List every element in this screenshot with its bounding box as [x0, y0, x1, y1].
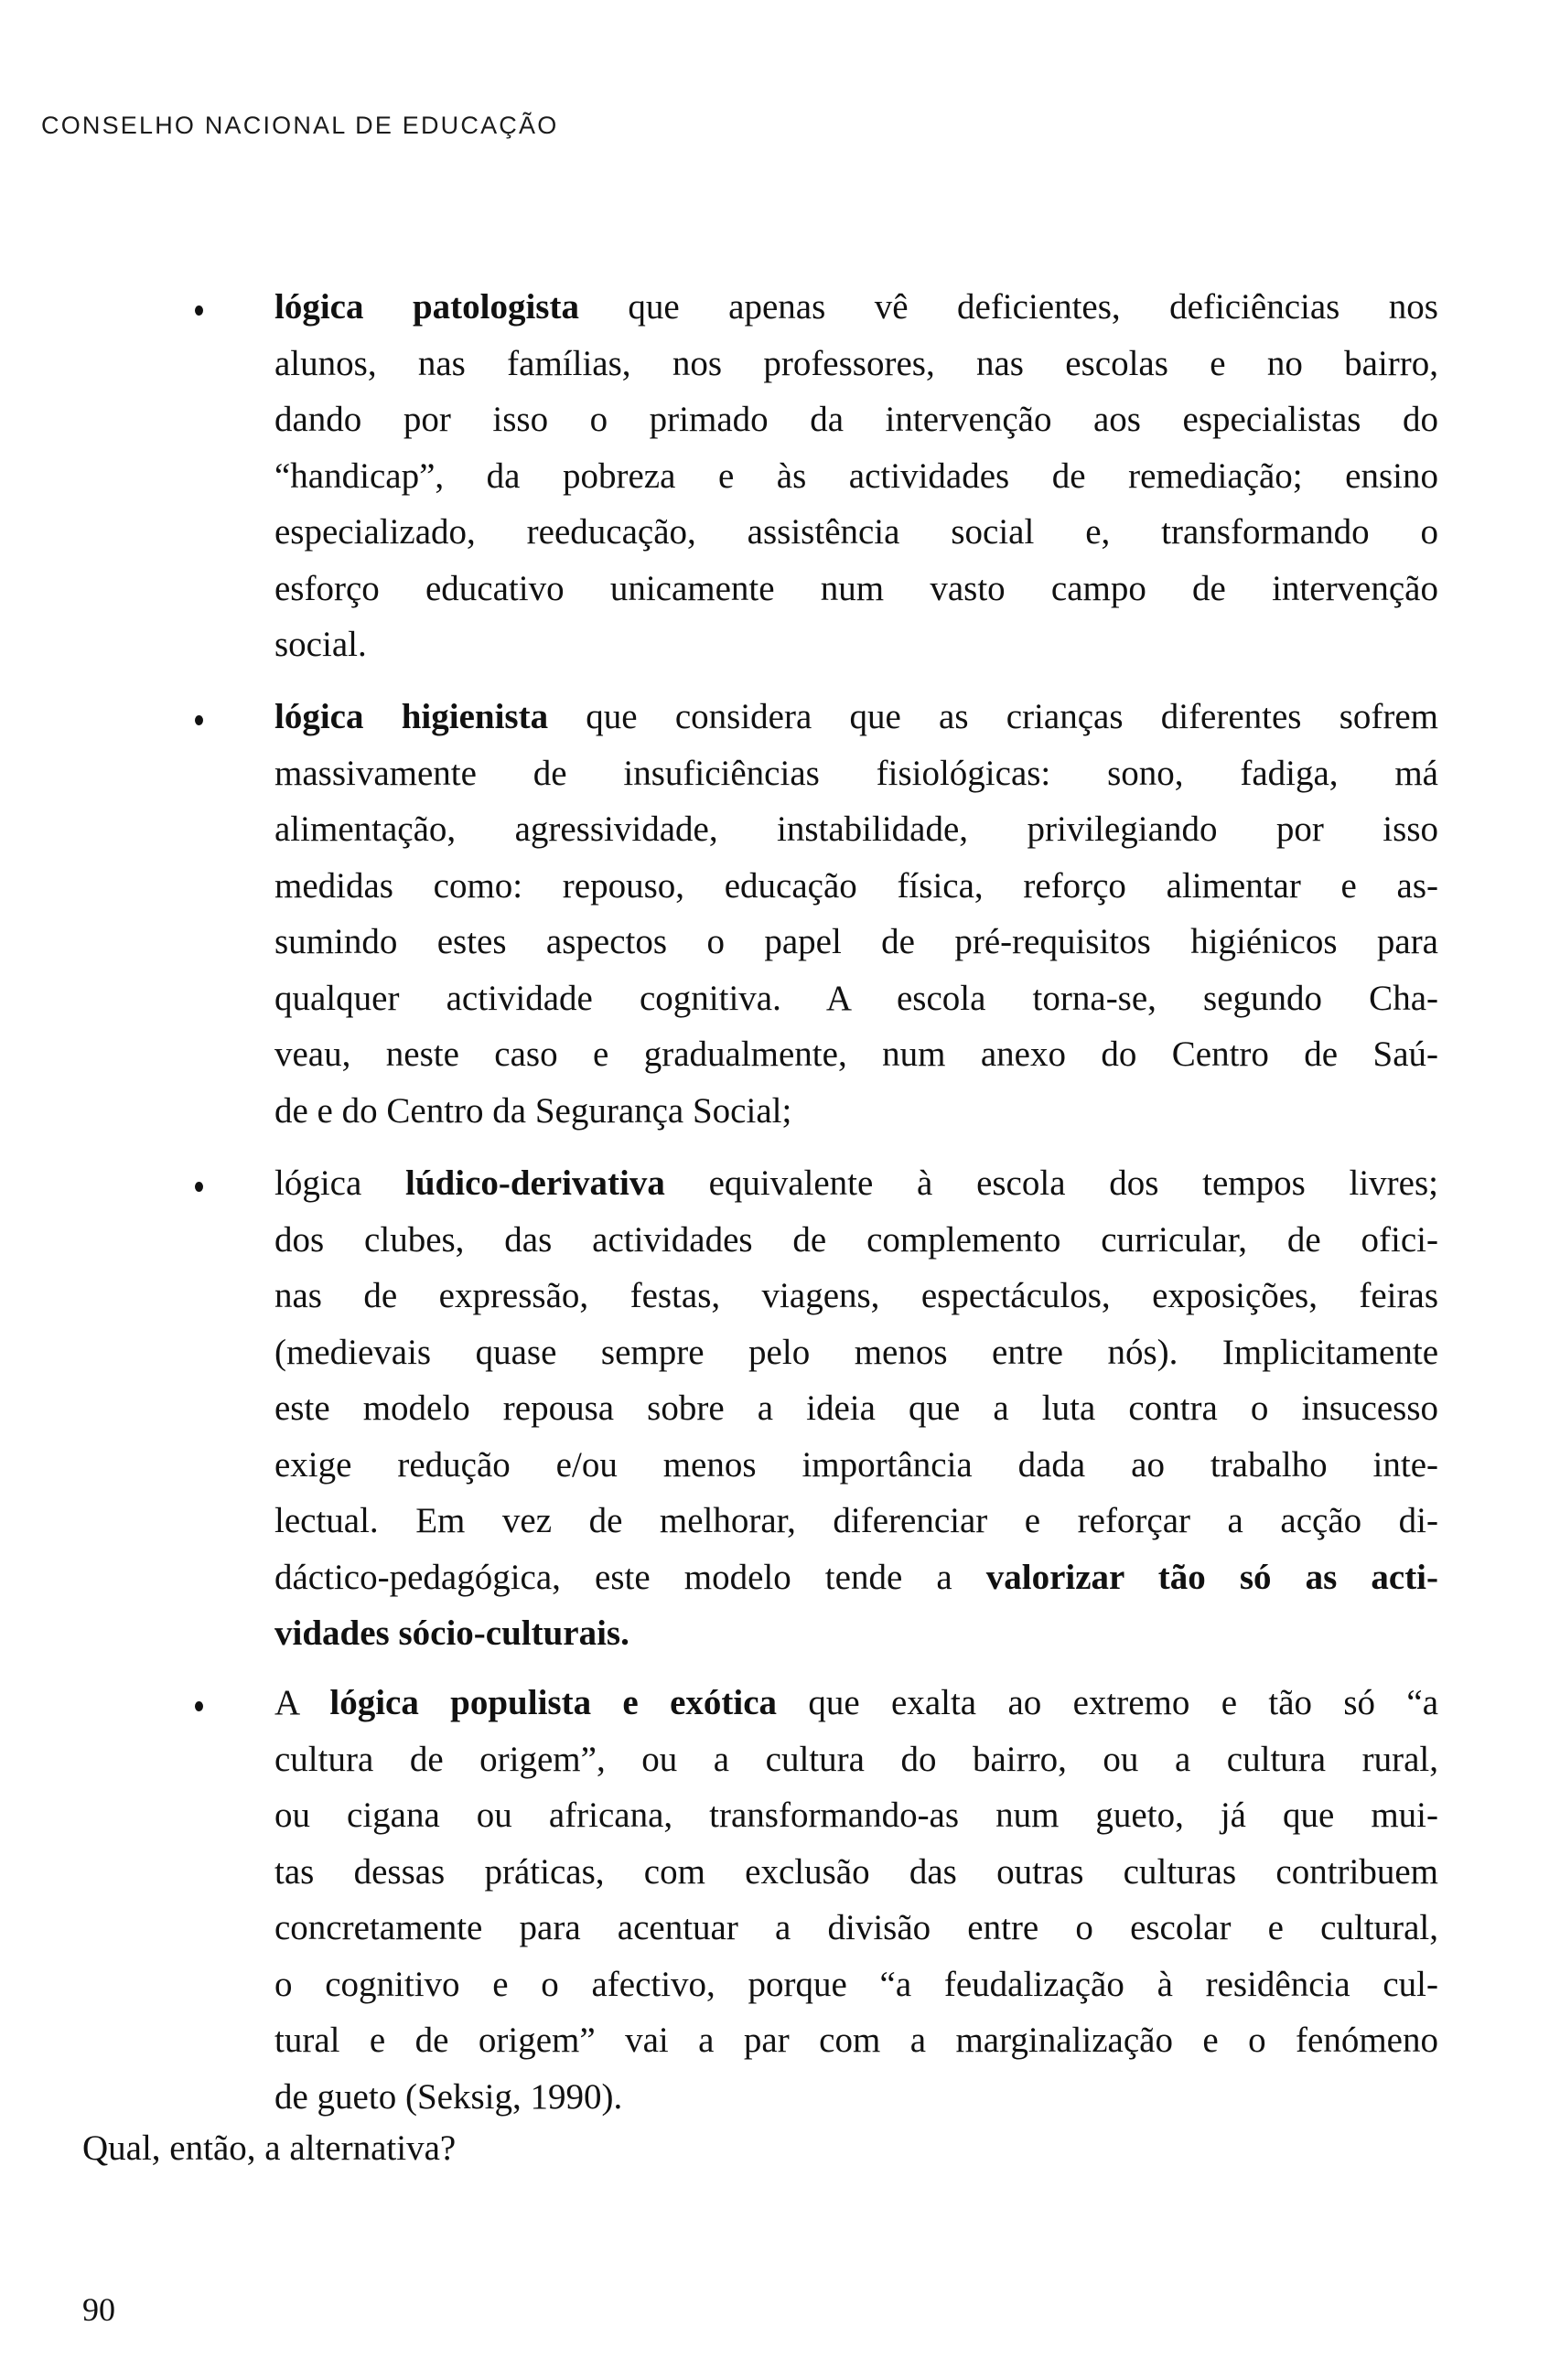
text-run: esforço educativo unicamente num vasto campo de intervenção: [274, 568, 1438, 608]
bold-term: valorizar tão só as acti-: [985, 1557, 1438, 1597]
text-run: alimentação, agressividade, instabilidade, privilegiando por isso: [274, 809, 1438, 849]
bold-term: lúdico-derivativa: [405, 1163, 665, 1203]
text-line: [274, 1957, 1438, 2013]
text-run: lectual. Em vez de melhorar, diferenciar e reforçar a acção di-: [274, 1501, 1438, 1540]
text-line: [274, 1731, 1438, 1788]
text-line: [274, 1605, 1438, 1662]
text-run: o cognitivo e o afectivo, porque “a feudalização à residência cul-: [274, 1964, 1438, 2004]
bold-term: lógica higienista: [274, 697, 549, 736]
text-run: medidas como: repouso, educação física, reforço alimentar e as-: [274, 865, 1438, 906]
text-run: ou cigana ou africana, transformando-as num gueto, já que mui-: [274, 1796, 1438, 1835]
text-run: cultura de origem”, ou a cultura do bairro, ou a cultura rural,: [274, 1739, 1438, 1779]
bold-term: lógica populista e exótica: [329, 1683, 778, 1722]
text-line: [274, 745, 1438, 802]
text-run: de e do Centro da Segurança Social;: [274, 1090, 792, 1131]
text-run: massivamente de insuficiências fisiológicas: sono, fadiga, má: [274, 753, 1438, 793]
text-line: [274, 1437, 1438, 1494]
text-line: [274, 1493, 1438, 1549]
text-line: [274, 448, 1438, 505]
page-number: 90: [82, 2291, 115, 2328]
text-run: de gueto (Seksig, 1990).: [274, 2076, 623, 2117]
list-item-logica-higienista: [274, 689, 1438, 1139]
text-run: (medievais quase sempre pelo menos entre nós). Implicitamente: [274, 1332, 1438, 1372]
text-run: lógica: [274, 1163, 406, 1203]
text-line: [274, 689, 1438, 745]
text-line: [274, 1083, 1438, 1140]
text-line: [274, 2012, 1438, 2069]
text-run: equivalente à escola dos tempos livres;: [664, 1163, 1438, 1203]
text-line: [274, 970, 1438, 1027]
text-run: dáctico-pedagógica, este modelo tende a: [274, 1557, 986, 1597]
text-line: [274, 1787, 1438, 1844]
text-line: [274, 2069, 1438, 2126]
text-line: [274, 1380, 1438, 1437]
text-run: nas de expressão, festas, viagens, espectáculos, exposições, feiras: [274, 1276, 1438, 1315]
text-run: dos clubes, das actividades de complemento curricular, de ofici-: [274, 1219, 1438, 1260]
text-run: alunos, nas famílias, nos professores, nas escolas e no bairro,: [274, 343, 1438, 383]
running-header-title: CONSELHO NACIONAL DE EDUCAÇÃO: [41, 112, 559, 139]
text-run: que exalta ao extremo e tão só “a: [777, 1683, 1439, 1722]
text-run: “handicap”, da pobreza e às actividades de remediação; ensino: [274, 456, 1438, 496]
text-line: [274, 1212, 1438, 1269]
text-run: dando por isso o primado da intervenção aos especialistas do: [274, 400, 1438, 439]
text-line: [274, 914, 1438, 970]
text-line: [274, 1675, 1438, 1731]
text-run: A: [274, 1683, 330, 1722]
text-line: [274, 1900, 1438, 1957]
text-line: [274, 391, 1438, 448]
text-line: [274, 336, 1438, 392]
list-item-logica-populista-exotica: [274, 1675, 1438, 2125]
text-line: [274, 561, 1438, 617]
text-run: que apenas vê deficientes, deficiências nos: [578, 287, 1438, 327]
closing-question: Qual, então, a alternativa?: [82, 2128, 457, 2168]
bold-term: vidades sócio-culturais.: [274, 1613, 629, 1653]
text-run: social.: [274, 625, 367, 664]
bold-term: lógica patologista: [274, 287, 579, 327]
text-run: especializado, reeducação, assistência social e, transformando o: [274, 512, 1438, 552]
text-run: exige redução e/ou menos importância dada ao trabalho inte-: [274, 1444, 1438, 1485]
text-line: [274, 1549, 1438, 1606]
text-line: [274, 1844, 1438, 1901]
text-line: [274, 858, 1438, 915]
text-run: este modelo repousa sobre a ideia que a luta contra o insucesso: [274, 1388, 1438, 1428]
text-line: [274, 1324, 1438, 1381]
text-run: sumindo estes aspectos o papel de pré-requisitos higiénicos para: [274, 922, 1438, 961]
text-line: [274, 1268, 1438, 1324]
text-line: [274, 616, 1438, 673]
text-line: [274, 801, 1438, 858]
text-run: tural e de origem” vai a par com a marginalização e o fenómeno: [274, 2021, 1438, 2060]
text-run: qualquer actividade cognitiva. A escola torna-se, segundo Cha-: [274, 978, 1438, 1018]
text-line: [274, 279, 1438, 336]
text-line: [274, 1026, 1438, 1083]
text-run: que considera que as crianças diferentes sofrem: [548, 697, 1439, 736]
text-run: veau, neste caso e gradualmente, num anexo do Centro de Saú-: [274, 1035, 1438, 1074]
text-run: tas dessas práticas, com exclusão das outras culturas contribuem: [274, 1851, 1438, 1892]
list-item-logica-ludico-derivativa: [274, 1155, 1438, 1662]
text-line: [274, 1155, 1438, 1212]
text-line: [274, 504, 1438, 561]
list-item-logica-patologista: [274, 279, 1438, 673]
text-run: concretamente para acentuar a divisão entre o escolar e cultural,: [274, 1908, 1438, 1947]
